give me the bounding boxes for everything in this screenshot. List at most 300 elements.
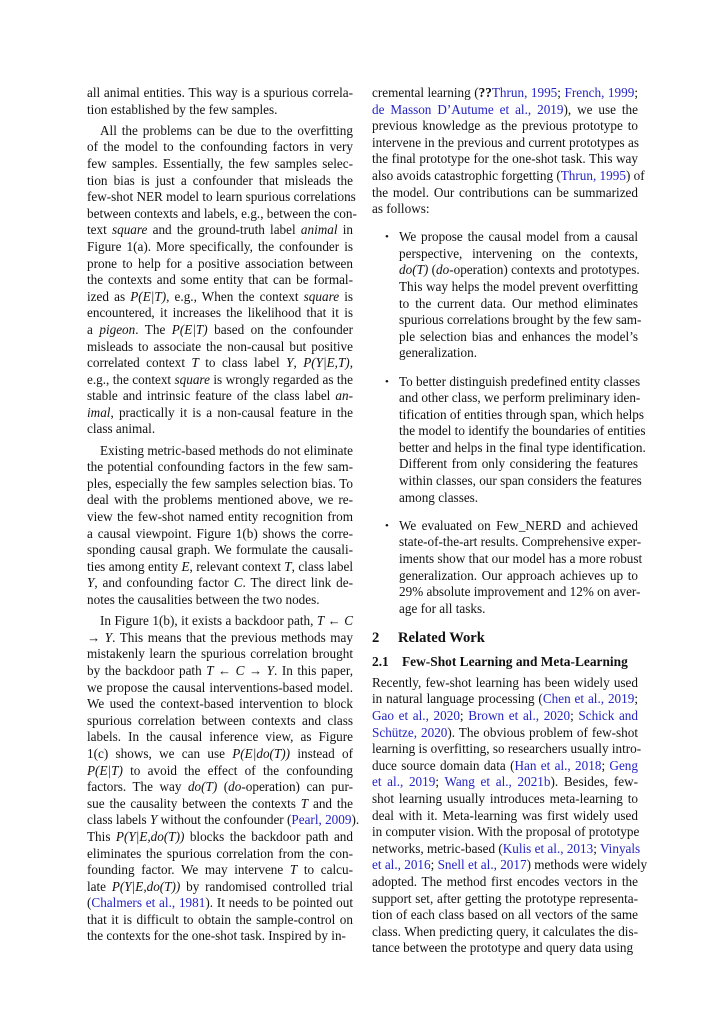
math-expression: T ← C → Y bbox=[206, 662, 274, 678]
text-line bbox=[399, 229, 638, 246]
text-span: to calcu- bbox=[297, 862, 353, 878]
text-span: correlated context bbox=[87, 355, 192, 371]
text-span: class animal. bbox=[87, 421, 156, 437]
text-span: ). It needs to be pointed out bbox=[205, 895, 353, 911]
text-span: misleads to associate the non-causal but positive bbox=[87, 338, 353, 354]
citation-link[interactable]: Brown et al., 2020 bbox=[468, 708, 571, 723]
text-span: mistakenly learn the spurious correlation brought bbox=[87, 646, 353, 662]
text-span: tion of each class based on all vectors of the same bbox=[372, 907, 638, 923]
emphasis-text: do bbox=[436, 262, 450, 278]
text-span: perspective, intervening on the contexts, bbox=[399, 245, 638, 261]
citation-link[interactable]: Thrun, 1995 bbox=[560, 167, 626, 183]
text-span: Recently, few-shot learning has been widely used bbox=[372, 674, 638, 690]
text-span: 29% absolute improvement and 12% on aver- bbox=[399, 584, 641, 600]
text-line bbox=[87, 879, 353, 896]
text-span: instead of bbox=[290, 745, 353, 761]
text-line bbox=[87, 592, 353, 609]
text-span: Figure 1(a). More specifically, the confounder is bbox=[87, 238, 353, 254]
paragraph bbox=[87, 443, 353, 609]
math-expression: do(T) bbox=[399, 262, 429, 278]
paragraph-related-work bbox=[372, 674, 648, 957]
text-line bbox=[87, 85, 353, 102]
text-span: ; bbox=[435, 774, 445, 790]
text-line bbox=[399, 473, 642, 490]
text-span: 1(c) shows, we can use bbox=[87, 745, 233, 761]
text-span: without the confounder ( bbox=[157, 812, 292, 828]
text-line bbox=[399, 262, 638, 279]
math-expression: do(T) bbox=[187, 779, 218, 795]
emphasis-text: square bbox=[174, 371, 210, 387]
text-line bbox=[372, 691, 638, 708]
text-span: labels. In the causal inference view, as Figure bbox=[87, 729, 353, 745]
citation-link[interactable]: Snell et al., 2017 bbox=[437, 857, 527, 873]
text-span: ; bbox=[593, 840, 600, 856]
text-line bbox=[372, 874, 638, 891]
text-line bbox=[87, 912, 353, 929]
paragraph bbox=[87, 613, 360, 945]
text-line bbox=[399, 534, 642, 551]
emphasis-text: ?? bbox=[478, 85, 492, 100]
text-span: e.g., the context bbox=[87, 371, 175, 387]
math-expression: P(E|T) bbox=[87, 762, 123, 778]
text-span: the potential confounding factors in the few sam- bbox=[87, 459, 353, 475]
emphasis-text: do bbox=[228, 779, 242, 795]
subsection-number: 2.1 bbox=[372, 653, 389, 669]
text-line bbox=[372, 808, 638, 825]
math-expression: → Y bbox=[87, 629, 113, 645]
text-line bbox=[87, 355, 353, 372]
text-line bbox=[87, 123, 353, 140]
text-span: in bbox=[337, 222, 353, 238]
text-line bbox=[87, 542, 353, 559]
text-span: in computer vision. With the proposal of prototype bbox=[372, 824, 640, 840]
text-span: blocks the backdoor path and bbox=[184, 828, 353, 844]
text-span: prone to help for a positive association between bbox=[87, 255, 353, 271]
text-span: . In this paper, bbox=[274, 662, 354, 678]
text-line bbox=[87, 846, 353, 863]
citation-link[interactable]: Geng bbox=[609, 757, 638, 773]
text-span: ; bbox=[459, 708, 469, 723]
text-span: the contexts for the one-shot task. Inspired by in- bbox=[87, 928, 346, 944]
text-span: sue the causality between the contexts bbox=[87, 795, 301, 811]
text-line bbox=[87, 322, 353, 339]
text-span: . The bbox=[135, 321, 172, 337]
text-line bbox=[87, 173, 353, 190]
subsection-heading-few-shot bbox=[372, 653, 638, 671]
math-expression: P(E|do(T)) bbox=[232, 745, 291, 761]
text-span: tance between the prototype and query data using bbox=[372, 940, 634, 956]
text-line bbox=[87, 796, 353, 813]
text-line bbox=[372, 118, 638, 135]
text-span: ; bbox=[557, 85, 565, 100]
text-line bbox=[87, 509, 353, 526]
text-span: , and confounding factor bbox=[94, 575, 234, 591]
text-line bbox=[372, 185, 638, 202]
text-line bbox=[399, 329, 638, 346]
text-span: -operation) contexts and prototypes. bbox=[449, 262, 640, 278]
text-span: shot learning usually introduces meta-learning to bbox=[372, 790, 638, 806]
text-line bbox=[87, 663, 353, 680]
text-span: duce source domain data ( bbox=[372, 757, 515, 773]
text-line bbox=[399, 406, 645, 424]
emphasis-text: T bbox=[284, 558, 292, 574]
text-span: spurious correlations brought by the few sam- bbox=[399, 312, 642, 328]
text-span: ple selection bias and enhances the model’s bbox=[399, 328, 638, 344]
text-span: deal with the problems mentioned above, we re- bbox=[87, 492, 353, 508]
text-line bbox=[372, 85, 638, 102]
text-line bbox=[399, 439, 646, 457]
text-line bbox=[372, 758, 638, 775]
text-line bbox=[87, 746, 353, 763]
text-line bbox=[399, 345, 638, 362]
text-span: is wrongly regarded as the bbox=[209, 371, 353, 387]
text-line bbox=[87, 862, 353, 879]
text-span: ( bbox=[217, 779, 229, 795]
text-span: within classes, our span considers the features bbox=[399, 473, 642, 489]
text-line bbox=[372, 201, 638, 218]
text-line bbox=[399, 246, 638, 263]
citation-link[interactable]: Chalmers et al., 1981 bbox=[91, 895, 206, 911]
text-span: all animal entities. This way is a spurious correla- bbox=[87, 85, 353, 100]
text-line bbox=[87, 443, 353, 460]
text-line bbox=[87, 713, 353, 730]
text-span: we propose the causal interventions-based model. bbox=[87, 679, 353, 695]
text-span: the model to identify the boundaries of entities bbox=[399, 423, 646, 439]
text-line bbox=[87, 222, 353, 239]
math-expression: P(Y|E,do(T)) bbox=[115, 828, 185, 844]
text-line bbox=[399, 518, 638, 535]
citation-link[interactable]: Thrun, 1995 bbox=[491, 85, 558, 100]
text-span: ). The obvious problem of few-shot bbox=[447, 724, 639, 740]
text-span: ties among entity bbox=[87, 558, 182, 574]
paragraph bbox=[87, 122, 357, 438]
math-expression: P(Y|E,T) bbox=[303, 355, 350, 371]
text-span: networks, metric-based ( bbox=[372, 840, 503, 856]
text-span: ; bbox=[430, 857, 438, 873]
text-span: We used the context-based intervention to block bbox=[87, 696, 353, 712]
text-line bbox=[399, 423, 646, 440]
emphasis-text: Y bbox=[87, 575, 95, 591]
math-expression: T ← C bbox=[316, 613, 353, 629]
emphasis-text: Y bbox=[150, 812, 158, 828]
text-span: ; bbox=[634, 85, 638, 100]
math-expression: P(E|T) bbox=[171, 321, 208, 337]
text-span: ized as bbox=[87, 288, 131, 304]
text-span: age for all tasks. bbox=[399, 600, 486, 616]
text-span: Existing metric-based methods do not eliminate bbox=[100, 442, 353, 458]
text-span: generalization. Our approach achieves up to bbox=[399, 567, 638, 583]
text-span: few-shot NER model to learn spurious correlations bbox=[87, 189, 356, 205]
text-span: state-of-the-art results. Comprehensive exper- bbox=[399, 534, 642, 550]
text-span: of the model to the confounding factors in very bbox=[87, 139, 353, 155]
text-line bbox=[399, 568, 638, 585]
text-line bbox=[87, 189, 356, 206]
bullet-icon: • bbox=[385, 231, 389, 244]
text-line bbox=[87, 492, 353, 509]
text-span: few samples. Essentially, the few samples selec- bbox=[87, 155, 353, 171]
text-span: ) methods were widely bbox=[526, 857, 648, 873]
contributions-list bbox=[372, 229, 646, 617]
emphasis-text: an- bbox=[335, 388, 353, 404]
citation-link[interactable]: Han et al., 2018 bbox=[514, 757, 602, 773]
text-line bbox=[399, 312, 642, 329]
text-span: , class label bbox=[291, 558, 353, 574]
bullet-icon: • bbox=[385, 375, 389, 388]
citation-link[interactable]: Schütze, 2020 bbox=[372, 724, 448, 740]
text-line bbox=[372, 857, 648, 874]
text-span: and the ground-truth label bbox=[147, 222, 301, 238]
text-span: notes the causalities between the two nodes. bbox=[87, 592, 320, 607]
text-span: encountered, it increases the likelihood that it is bbox=[87, 305, 353, 321]
text-span: view the few-shot named entity recognition from bbox=[87, 509, 353, 525]
text-line bbox=[372, 102, 638, 119]
text-span: This way helps the model prevent overfitting bbox=[399, 279, 638, 295]
citation-link[interactable]: Pearl, 2009 bbox=[291, 812, 352, 828]
math-expression: P(E|T) bbox=[130, 288, 167, 304]
emphasis-text: square bbox=[111, 222, 148, 238]
text-span: by the backdoor path bbox=[87, 662, 207, 678]
text-span: class labels bbox=[87, 812, 150, 828]
text-line bbox=[87, 630, 353, 647]
emphasis-text: T bbox=[191, 355, 199, 371]
text-span: -operation) can pur- bbox=[241, 779, 353, 795]
emphasis-text: T bbox=[300, 795, 309, 811]
text-span: ( bbox=[87, 895, 92, 911]
math-expression: P(Y|E,do(T)) bbox=[111, 878, 181, 894]
text-line bbox=[87, 421, 353, 438]
citation-link[interactable]: Chen et al., 2019 bbox=[542, 691, 635, 707]
emphasis-text: C bbox=[233, 575, 243, 591]
text-span: tion bias is just a confounder that misleads the bbox=[87, 172, 353, 188]
text-span: late bbox=[87, 878, 112, 894]
text-span: tification of entities through span, which helps bbox=[399, 406, 645, 422]
text-line bbox=[87, 613, 353, 630]
emphasis-text: T bbox=[289, 862, 298, 878]
text-span: a bbox=[87, 321, 100, 337]
text-line bbox=[372, 151, 638, 168]
text-line bbox=[87, 289, 353, 306]
text-span: sponding causal graph. We formulate the causali- bbox=[87, 542, 353, 558]
text-line bbox=[399, 279, 638, 296]
text-span: the final prototype for the one-shot task. This way bbox=[372, 151, 638, 167]
text-line bbox=[87, 680, 353, 697]
right-column bbox=[372, 85, 648, 962]
text-line bbox=[87, 729, 353, 746]
text-span: . The direct link de- bbox=[242, 575, 354, 591]
text-line bbox=[372, 741, 642, 758]
text-span: the model. Our contributions can be summarized bbox=[372, 184, 638, 200]
text-line bbox=[372, 940, 638, 957]
citation-link[interactable]: et al., 2019 bbox=[372, 774, 436, 790]
text-span: ; bbox=[634, 691, 639, 707]
citation-link[interactable]: de Masson D’Autume et al., 2019 bbox=[372, 101, 564, 117]
text-span: , relevant context bbox=[189, 558, 285, 574]
text-line bbox=[372, 840, 641, 858]
text-line bbox=[372, 791, 638, 808]
text-line bbox=[372, 824, 638, 841]
text-span: ). bbox=[351, 812, 360, 828]
citation-link[interactable]: Kulis et al., 2013 bbox=[502, 840, 594, 856]
text-span: class. When predicting query, it calculates the dis- bbox=[372, 923, 638, 939]
text-line bbox=[372, 675, 638, 692]
text-span: by randomised controlled trial bbox=[180, 878, 353, 894]
text-span: spurious correlation between contexts and class bbox=[87, 712, 353, 728]
text-line bbox=[87, 559, 353, 576]
text-span: to avoid the effect of the confounding bbox=[122, 762, 353, 778]
text-span: ) of bbox=[625, 167, 645, 183]
text-line bbox=[87, 339, 353, 356]
contribution-item bbox=[372, 229, 642, 362]
text-span: iments show that our model has a more robust bbox=[399, 550, 643, 566]
text-span: ), we use the bbox=[563, 101, 638, 117]
text-span: ; bbox=[601, 757, 610, 773]
text-line bbox=[399, 390, 641, 407]
text-span: We evaluated on Few_NERD and achieved bbox=[399, 517, 638, 533]
emphasis-text: E bbox=[181, 558, 190, 574]
text-span: that it is difficult to obtain the sample-control on bbox=[87, 911, 353, 927]
text-span: ( bbox=[428, 262, 437, 278]
text-span: better and helps in the final type identification. bbox=[399, 439, 646, 455]
text-line bbox=[399, 490, 638, 507]
text-span: to the current data. Our method eliminates bbox=[399, 295, 638, 311]
text-line bbox=[372, 725, 638, 742]
text-line bbox=[399, 584, 641, 601]
bullet-icon: • bbox=[385, 519, 389, 532]
text-span: among classes. bbox=[399, 489, 479, 505]
text-line bbox=[87, 646, 353, 663]
text-span: This bbox=[87, 828, 116, 844]
text-line bbox=[399, 373, 641, 391]
text-span: tion established by the few samples. bbox=[87, 101, 278, 117]
text-span: the contexts and some entity that can be formal- bbox=[87, 272, 353, 288]
text-span: , bbox=[349, 355, 353, 371]
section-heading-related-work bbox=[372, 629, 638, 647]
emphasis-text: animal bbox=[300, 222, 338, 238]
paragraph-contributions-intro bbox=[372, 85, 645, 218]
text-line bbox=[87, 388, 353, 405]
text-line bbox=[87, 763, 353, 780]
contribution-item bbox=[372, 517, 643, 618]
text-span: a causal viewpoint. Figure 1(b) shows the corre- bbox=[87, 525, 353, 541]
text-span: We propose the causal model from a causal bbox=[399, 229, 638, 245]
citation-link[interactable]: Gao et al., 2020 bbox=[372, 708, 460, 723]
text-span: deal with it. Meta-learning was first widely used bbox=[372, 807, 638, 823]
left-column bbox=[87, 85, 360, 950]
text-span: ples, especially the few samples selection bias. To bbox=[87, 475, 353, 491]
text-span: based on the confounder bbox=[207, 321, 353, 337]
text-line bbox=[87, 239, 353, 256]
text-line bbox=[87, 575, 353, 592]
text-span: cremental learning ( bbox=[372, 85, 479, 100]
math-expression: pigeon bbox=[99, 321, 136, 337]
citation-link[interactable]: Wang et al., 2021b bbox=[444, 774, 551, 790]
text-span: in natural language processing ( bbox=[372, 691, 543, 707]
text-line bbox=[87, 102, 353, 119]
text-span: intervene in the previous and current prototypes as bbox=[372, 134, 639, 150]
text-span: , e.g., When the context bbox=[166, 288, 304, 304]
text-span: learning is overfitting, so researchers usually intro- bbox=[372, 741, 642, 757]
text-span: to class label bbox=[198, 355, 287, 371]
text-span: , bbox=[293, 355, 304, 371]
text-line bbox=[372, 891, 638, 908]
text-span: ; bbox=[570, 708, 579, 723]
text-line bbox=[87, 405, 353, 422]
text-span: and other class, we perform preliminary iden- bbox=[399, 390, 641, 406]
subsection-title: Few-Shot Learning and Meta-Learning bbox=[402, 653, 628, 669]
text-span: previous knowledge as the previous prototype to bbox=[372, 118, 638, 134]
text-line bbox=[399, 456, 638, 473]
citation-link[interactable]: et al., 2016 bbox=[372, 857, 431, 873]
emphasis-text: square bbox=[303, 288, 340, 304]
emphasis-text: imal bbox=[87, 404, 111, 420]
text-span: generalization. bbox=[399, 345, 477, 361]
citation-link[interactable]: Vinyals bbox=[599, 840, 641, 856]
text-line bbox=[87, 156, 353, 173]
text-span: between contexts and labels, e.g., between the con- bbox=[87, 205, 357, 221]
text-line bbox=[87, 895, 353, 912]
text-line bbox=[399, 550, 643, 568]
text-line bbox=[87, 812, 360, 829]
text-line bbox=[372, 135, 638, 152]
text-span: In Figure 1(b), it exists a backdoor path, bbox=[100, 613, 317, 629]
section-number: 2 bbox=[372, 629, 380, 646]
section-title: Related Work bbox=[398, 629, 485, 646]
text-span: To better distinguish predefined entity classes bbox=[399, 373, 641, 389]
text-line bbox=[372, 167, 645, 185]
text-line bbox=[87, 305, 353, 322]
text-span: and the bbox=[308, 795, 353, 811]
text-line bbox=[87, 526, 353, 543]
text-span: also avoids catastrophic forgetting ( bbox=[372, 167, 561, 183]
text-span: ). Besides, few- bbox=[550, 774, 638, 790]
text-span: eliminates the spurious correlation from the con- bbox=[87, 845, 353, 861]
text-line bbox=[87, 459, 353, 476]
text-line bbox=[399, 601, 638, 618]
citation-link[interactable]: Schick and bbox=[578, 708, 638, 723]
text-line bbox=[87, 256, 353, 273]
text-span: . This means that the previous methods may bbox=[112, 629, 354, 645]
text-line bbox=[87, 372, 353, 389]
text-line bbox=[372, 924, 638, 941]
paragraph bbox=[87, 85, 353, 118]
text-span: stable and intrinsic feature of the class label bbox=[87, 388, 336, 404]
text-line bbox=[87, 829, 353, 846]
text-line bbox=[87, 139, 353, 156]
text-line bbox=[87, 928, 353, 945]
text-span: All the problems can be due to the overfitting bbox=[100, 122, 353, 138]
citation-link[interactable]: French, 1999 bbox=[564, 85, 635, 100]
text-span: Different from only considering the features bbox=[399, 456, 638, 472]
text-span: support set, after getting the prototype representa- bbox=[372, 890, 638, 906]
text-line bbox=[87, 272, 353, 289]
contribution-item bbox=[372, 373, 646, 507]
text-span: adopted. The method first encodes vectors in the bbox=[372, 873, 638, 889]
text-line bbox=[87, 205, 357, 223]
text-line bbox=[399, 296, 638, 313]
text-line bbox=[372, 774, 638, 791]
text-span: text bbox=[87, 222, 112, 238]
text-span: founding factor. We may intervene bbox=[87, 862, 290, 878]
text-span: as follows: bbox=[372, 201, 430, 217]
emphasis-text: Y bbox=[286, 355, 294, 371]
text-span: factors. The way bbox=[87, 779, 188, 795]
text-line bbox=[87, 476, 353, 493]
text-line bbox=[372, 708, 638, 725]
text-line bbox=[372, 907, 638, 924]
text-line bbox=[87, 696, 353, 713]
text-line bbox=[87, 779, 353, 796]
text-span: , practically it is a non-causal feature in the bbox=[110, 404, 353, 420]
